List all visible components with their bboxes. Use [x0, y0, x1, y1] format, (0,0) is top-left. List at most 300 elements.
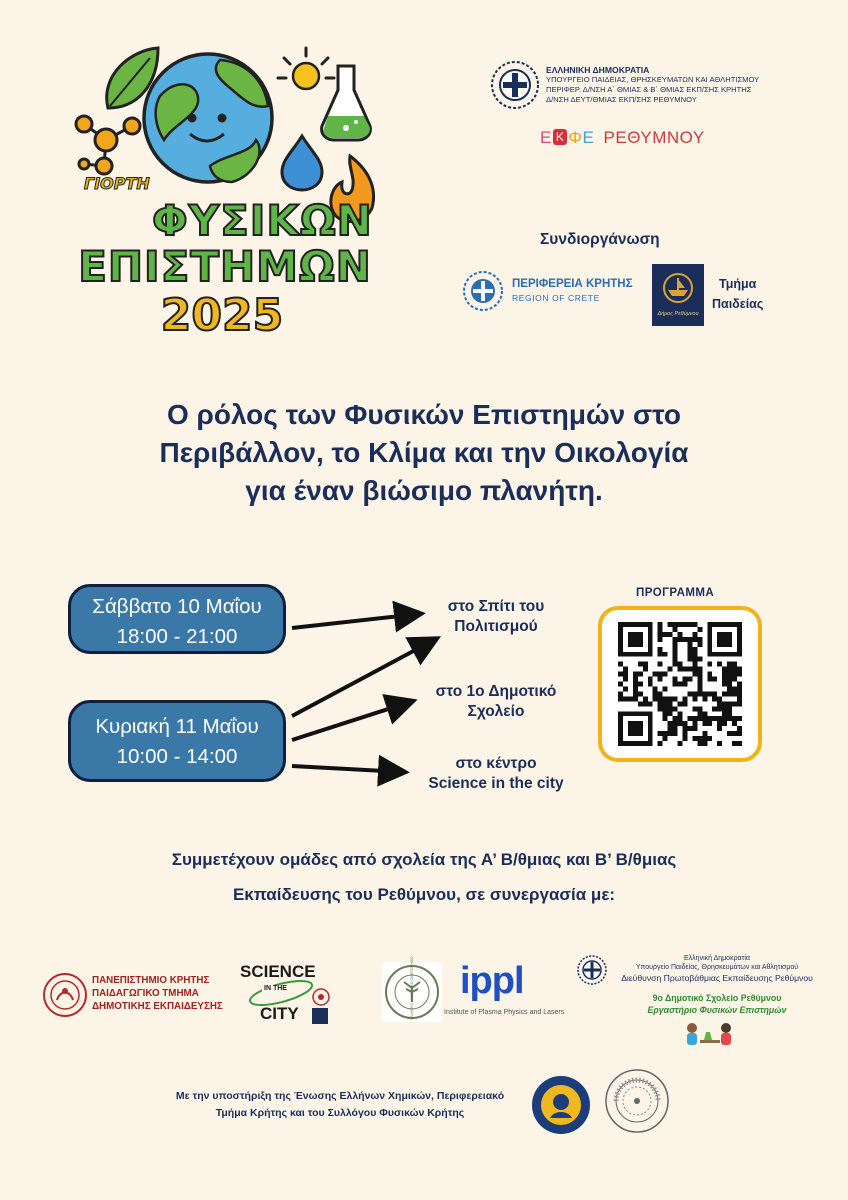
qr-module — [707, 662, 712, 667]
qr-module — [673, 647, 678, 652]
qr-module — [692, 632, 697, 637]
qr-module — [727, 701, 732, 706]
qr-module — [732, 741, 737, 746]
qr-module — [687, 642, 692, 647]
qr-module — [618, 691, 623, 696]
qr-module — [687, 637, 692, 642]
ekfe-letter-e1: Ε — [540, 128, 552, 147]
qr-module — [702, 691, 707, 696]
qr-module — [712, 691, 717, 696]
festival-label-line1: ΦΥΣΙΚΩΝ — [152, 196, 373, 245]
uoc-line3: ΔΗΜΟΤΙΚΗΣ ΕΚΠΑΙΔΕΥΣΗΣ — [92, 1001, 223, 1012]
qr-module — [722, 711, 727, 716]
qr-module — [673, 627, 678, 632]
qr-module — [633, 691, 638, 696]
qr-module — [673, 637, 678, 642]
program-qr-code[interactable] — [598, 606, 762, 762]
qr-module — [732, 672, 737, 677]
qr-module — [727, 662, 732, 667]
qr-module — [687, 652, 692, 657]
qr-module — [727, 686, 732, 691]
qr-module — [673, 642, 678, 647]
qr-module — [727, 667, 732, 672]
venue3-line1: στο κέντρο — [455, 755, 537, 772]
qr-module — [668, 711, 673, 716]
qr-module — [663, 696, 668, 701]
qr-module — [737, 686, 742, 691]
qr-module — [697, 686, 702, 691]
physicists-seal-icon — [602, 1064, 672, 1138]
ministry-line4: Δ/ΝΣΗ ΔΕΥΤ/ΘΜΙΑΣ ΕΚΠ/ΣΗΣ ΡΕΘΥΜΝΟΥ — [546, 95, 697, 104]
qr-module — [638, 672, 643, 677]
school-name1: 9ο Δημοτικό Σχολείο Ρεθύμνου — [652, 993, 782, 1003]
qr-module — [697, 691, 702, 696]
headline-line2: Περιβάλλον, το Κλίμα και την Οικολογία — [159, 437, 689, 468]
qr-module — [737, 667, 742, 672]
qr-module — [663, 701, 668, 706]
qr-module — [722, 701, 727, 706]
qr-module — [732, 721, 737, 726]
qr-module — [658, 637, 663, 642]
qr-module — [618, 672, 623, 677]
chemists-seal-icon — [530, 1074, 592, 1136]
qr-module — [687, 657, 692, 662]
qr-module — [668, 622, 673, 627]
qr-module — [712, 696, 717, 701]
qr-module — [687, 647, 692, 652]
qr-module — [678, 711, 683, 716]
qr-module — [722, 721, 727, 726]
qr-module — [692, 721, 697, 726]
qr-module — [618, 682, 623, 687]
qr-module — [727, 716, 732, 721]
qr-module — [658, 672, 663, 677]
qr-module — [697, 657, 702, 662]
qr-module — [663, 716, 668, 721]
qr-module — [678, 622, 683, 627]
qr-module — [707, 672, 712, 677]
qr-module — [673, 662, 678, 667]
qr-module — [673, 726, 678, 731]
qr-module — [707, 677, 712, 682]
qr-module — [692, 672, 697, 677]
qr-module — [682, 701, 687, 706]
qr-module — [717, 706, 722, 711]
municipality-line1: Τμήμα — [719, 277, 757, 291]
qr-module — [702, 696, 707, 701]
qr-module — [697, 741, 702, 746]
qr-module — [692, 706, 697, 711]
qr-module — [717, 701, 722, 706]
qr-module — [682, 667, 687, 672]
qr-module — [737, 741, 742, 746]
qr-module — [673, 731, 678, 736]
qr-module — [727, 706, 732, 711]
school-line2: Υπουργείο Παιδείας, Θρησκευμάτων και Αθλητισμού — [635, 964, 799, 971]
qr-module — [712, 706, 717, 711]
qr-module — [673, 652, 678, 657]
qr-module — [668, 726, 673, 731]
qr-module — [707, 736, 712, 741]
school-logo — [576, 954, 826, 1054]
qr-code-icon — [618, 622, 742, 746]
qr-module — [697, 736, 702, 741]
qr-module — [722, 682, 727, 687]
qr-module — [682, 637, 687, 642]
qr-module — [697, 677, 702, 682]
qr-module — [732, 716, 737, 721]
qr-module — [633, 677, 638, 682]
region-name: ΠΕΡΙΦΕΡΕΙΑ ΚΡΗΤΗΣ — [512, 278, 633, 290]
qr-module — [653, 691, 658, 696]
qr-module — [737, 696, 742, 701]
qr-module — [638, 682, 643, 687]
qr-module — [623, 686, 628, 691]
qr-module — [643, 667, 648, 672]
qr-module — [727, 682, 732, 687]
qr-module — [668, 701, 673, 706]
qr-module — [658, 706, 663, 711]
qr-module — [623, 677, 628, 682]
qr-module — [678, 721, 683, 726]
sitc-word2: IN THE — [264, 985, 287, 992]
ekfe-letter-f: Φ — [568, 128, 583, 147]
qr-module — [737, 691, 742, 696]
qr-module — [687, 691, 692, 696]
sunday-time: 10:00 - 14:00 — [116, 745, 238, 768]
qr-module — [712, 716, 717, 721]
qr-module — [678, 741, 683, 746]
qr-module — [678, 716, 683, 721]
saturday-date: Σάββατο 10 Μαΐου — [92, 595, 262, 618]
qr-module — [633, 672, 638, 677]
qr-module — [643, 662, 648, 667]
venue-1st-primary-school — [406, 682, 586, 722]
hmu-logo — [382, 956, 442, 1022]
uoc-seal-icon — [42, 972, 88, 1018]
qr-module — [628, 721, 643, 736]
qr-module — [623, 667, 628, 672]
qr-module — [673, 622, 678, 627]
qr-module — [658, 677, 663, 682]
qr-module — [702, 721, 707, 726]
qr-module — [673, 706, 678, 711]
ekfe-letter-e2: Ε — [582, 128, 595, 147]
ekfe-city: ΡΕΘΥΜΝΟΥ — [603, 128, 705, 147]
qr-module — [732, 731, 737, 736]
ekfe-letter-k: Κ — [553, 129, 568, 145]
qr-module — [737, 716, 742, 721]
ippl-caption: Institute of Plasma Physics and Lasers — [444, 1009, 565, 1016]
qr-module — [658, 691, 663, 696]
qr-module — [678, 701, 683, 706]
qr-module — [678, 667, 683, 672]
qr-module — [702, 741, 707, 746]
qr-module — [658, 652, 663, 657]
qr-module — [692, 696, 697, 701]
arrow-day2-venue3 — [292, 766, 402, 772]
qr-module — [717, 716, 722, 721]
sitc-municipality-icon — [312, 1008, 328, 1024]
ippl-logo — [444, 962, 564, 1022]
municipality-line2: Παιδείας — [712, 297, 764, 311]
support-line2: Τμήμα Κρήτης και του Συλλόγου Φυσικών Κρήτης — [215, 1107, 465, 1119]
qr-module — [658, 647, 663, 652]
qr-module — [638, 662, 643, 667]
qr-module — [712, 677, 717, 682]
festival-year: 2025 — [160, 290, 284, 341]
qr-module — [682, 696, 687, 701]
qr-module — [682, 731, 687, 736]
ministry-line1: ΕΛΛΗΝΙΚΗ ΔΗΜΟΚΡΑΤΙΑ — [546, 65, 650, 75]
qr-module — [722, 716, 727, 721]
qr-module — [697, 706, 702, 711]
qr-module — [658, 627, 663, 632]
qr-module — [648, 701, 653, 706]
qr-module — [717, 741, 722, 746]
qr-module — [638, 691, 643, 696]
qr-module — [692, 652, 697, 657]
chemists-union-logo — [530, 1074, 592, 1136]
qr-module — [658, 696, 663, 701]
qr-module — [682, 682, 687, 687]
qr-module — [648, 682, 653, 687]
qr-module — [668, 721, 673, 726]
qr-module — [668, 632, 673, 637]
qr-module — [673, 696, 678, 701]
qr-module — [727, 711, 732, 716]
qr-module — [618, 696, 623, 701]
date-box-sunday — [68, 700, 286, 782]
qr-module — [643, 701, 648, 706]
ministry-line3: ΠΕΡΙΦΕΡ. Δ/ΝΣΗ Α΄ ΘΜΙΑΣ & Β΄ ΘΜΙΑΣ ΕΚΠ/ΣΗΣ ΚΡΗΤΗΣ — [546, 85, 752, 94]
uoc-logo — [42, 970, 242, 1020]
physicists-association-logo — [602, 1064, 672, 1138]
support-line1: Με την υποστήριξη της Ένωσης Ελλήνων Χημικών, Περιφερειακό — [175, 1090, 505, 1102]
headline-line3: για έναν βιώσιμο πλανήτη. — [245, 475, 603, 506]
qr-module — [668, 696, 673, 701]
date-box-saturday — [68, 584, 286, 654]
qr-module — [737, 672, 742, 677]
qr-module — [692, 691, 697, 696]
qr-module — [692, 637, 697, 642]
qr-module — [732, 662, 737, 667]
qr-module — [682, 736, 687, 741]
qr-module — [717, 726, 722, 731]
qr-module — [722, 677, 727, 682]
qr-module — [707, 721, 712, 726]
qr-module — [668, 667, 673, 672]
qr-module — [707, 691, 712, 696]
qr-module — [692, 726, 697, 731]
qr-module — [682, 721, 687, 726]
qr-module — [727, 691, 732, 696]
participants-text — [40, 842, 808, 912]
qr-module — [618, 662, 623, 667]
qr-module — [702, 731, 707, 736]
qr-module — [658, 731, 663, 736]
qr-module — [687, 677, 692, 682]
qr-module — [732, 691, 737, 696]
qr-module — [697, 672, 702, 677]
qr-module — [633, 682, 638, 687]
qr-module — [687, 726, 692, 731]
support-text — [150, 1088, 530, 1122]
qr-module — [707, 716, 712, 721]
participants-line1: Συμμετέχουν ομάδες από σχολεία της Α’ Β/θμιας και Β’ Β/θμιας — [171, 850, 677, 869]
festival-label-top: ΓΙΟΡΤΗ — [84, 174, 150, 193]
qr-module — [628, 696, 633, 701]
uoc-line2: ΠΑΙΔΑΓΩΓΙΚΟ ΤΜΗΜΑ — [92, 988, 199, 999]
co-organization-title: Συνδιοργάνωση — [540, 231, 660, 248]
qr-module — [643, 696, 648, 701]
qr-module — [717, 721, 722, 726]
hmu-ring-text: ΕΛΛΗΝΙΚΟ ΜΕΣΟΓΕΙΑΚΟ ΠΑΝΕΠΙΣΤΗΜΙΟ — [410, 956, 414, 1020]
qr-module — [663, 652, 668, 657]
qr-module — [678, 637, 683, 642]
qr-module — [658, 632, 663, 637]
qr-module — [697, 637, 702, 642]
venue1-line1: στο Σπίτι του — [447, 598, 545, 615]
qr-module — [663, 686, 668, 691]
qr-module — [697, 627, 702, 632]
school-line1: Ελληνική Δημοκρατία — [684, 955, 750, 962]
qr-title: ΠΡΟΓΡΑΜΜΑ — [636, 587, 715, 599]
qr-module — [673, 657, 678, 662]
ippl-wordmark: ippl — [460, 960, 524, 1002]
qr-module — [702, 711, 707, 716]
qr-module — [722, 667, 727, 672]
qr-module — [737, 731, 742, 736]
school-name2: Εργαστήριο Φυσικών Επιστημών — [647, 1005, 787, 1015]
qr-module — [692, 716, 697, 721]
qr-module — [687, 716, 692, 721]
qr-module — [663, 731, 668, 736]
qr-module — [658, 622, 663, 627]
qr-module — [732, 667, 737, 672]
qr-module — [692, 657, 697, 662]
qr-module — [668, 731, 673, 736]
venue2-line1: στο 1ο Δημοτικό — [435, 683, 557, 700]
qr-module — [678, 632, 683, 637]
qr-module — [737, 701, 742, 706]
qr-module — [663, 706, 668, 711]
qr-module — [678, 662, 683, 667]
qr-module — [702, 716, 707, 721]
qr-module — [673, 682, 678, 687]
qr-module — [692, 736, 697, 741]
qr-module — [673, 721, 678, 726]
qr-module — [697, 667, 702, 672]
qr-module — [732, 701, 737, 706]
qr-module — [737, 726, 742, 731]
qr-module — [663, 736, 668, 741]
qr-module — [697, 711, 702, 716]
qr-module — [732, 677, 737, 682]
qr-module — [633, 686, 638, 691]
qr-module — [653, 672, 658, 677]
qr-module — [663, 711, 668, 716]
school-emblem-icon — [576, 954, 608, 986]
qr-module — [668, 706, 673, 711]
qr-module — [658, 662, 663, 667]
qr-module — [692, 662, 697, 667]
qr-module — [727, 677, 732, 682]
qr-module — [673, 677, 678, 682]
qr-module — [678, 682, 683, 687]
qr-module — [727, 731, 732, 736]
qr-module — [732, 686, 737, 691]
uoc-line1: ΠΑΝΕΠΙΣΤΗΜΙΟ ΚΡΗΤΗΣ — [92, 975, 210, 986]
qr-module — [717, 662, 722, 667]
qr-module — [692, 622, 697, 627]
sitc-word3: CITY — [260, 1004, 299, 1023]
qr-module — [717, 632, 732, 647]
qr-module — [682, 726, 687, 731]
venue-house-of-culture — [416, 597, 576, 637]
arrow-day1-venue1 — [292, 614, 418, 628]
qr-module — [697, 682, 702, 687]
qr-module — [623, 696, 628, 701]
saturday-time: 18:00 - 21:00 — [116, 625, 238, 648]
qr-module — [687, 667, 692, 672]
qr-module — [722, 672, 727, 677]
venue3-line2: Science in the city — [428, 775, 564, 792]
qr-module — [663, 672, 668, 677]
qr-module — [653, 696, 658, 701]
qr-module — [692, 667, 697, 672]
qr-module — [722, 706, 727, 711]
venue-science-in-the-city — [406, 754, 586, 794]
qr-module — [692, 647, 697, 652]
kids-lab-icon — [680, 1020, 740, 1052]
qr-module — [722, 691, 727, 696]
sitc-word1: SCIENCE — [240, 962, 316, 981]
qr-module — [628, 632, 643, 647]
headline-line1: Ο ρόλος των Φυσικών Επιστημών στο — [166, 399, 682, 430]
participants-line2: Εκπαίδευσης του Ρεθύμνου, σε συνεργασία με: — [232, 885, 616, 904]
venue1-line2: Πολιτισμού — [454, 618, 538, 635]
qr-module — [658, 741, 663, 746]
qr-module — [697, 642, 702, 647]
sunday-date: Κυριακή 11 Μαΐου — [95, 715, 259, 738]
qr-module — [727, 672, 732, 677]
qr-module — [687, 622, 692, 627]
municipality-caption: Δήμος Ρεθύμνου — [657, 311, 699, 317]
qr-module — [653, 686, 658, 691]
qr-module — [658, 701, 663, 706]
ministry-line2: ΥΠΟΥΡΓΕΙΟ ΠΑΙΔΕΙΑΣ, ΘΡΗΣΚΕΥΜΑΤΩΝ ΚΑΙ ΑΘΛΗΤΙΣΜΟΥ — [546, 75, 760, 84]
qr-module — [682, 622, 687, 627]
school-line3: Διεύθυνση Πρωτοβάθμιας Εκπαίδευσης Ρεθύμνου — [621, 973, 813, 983]
venue2-line2: Σχολείο — [467, 703, 525, 720]
qr-module — [702, 736, 707, 741]
qr-module — [633, 696, 638, 701]
qr-module — [648, 677, 653, 682]
qr-module — [638, 701, 643, 706]
qr-module — [717, 696, 722, 701]
sitc-seal-icon — [312, 988, 330, 1006]
region-name-en: REGION OF CRETE — [512, 293, 600, 303]
qr-module — [673, 716, 678, 721]
qr-module — [623, 672, 628, 677]
qr-module — [737, 682, 742, 687]
festival-label-line2: ΕΠΙΣΤΗΜΩΝ — [78, 242, 372, 291]
qr-module — [663, 632, 668, 637]
qr-module — [697, 716, 702, 721]
science-in-the-city-logo — [240, 962, 332, 1028]
qr-module — [682, 677, 687, 682]
